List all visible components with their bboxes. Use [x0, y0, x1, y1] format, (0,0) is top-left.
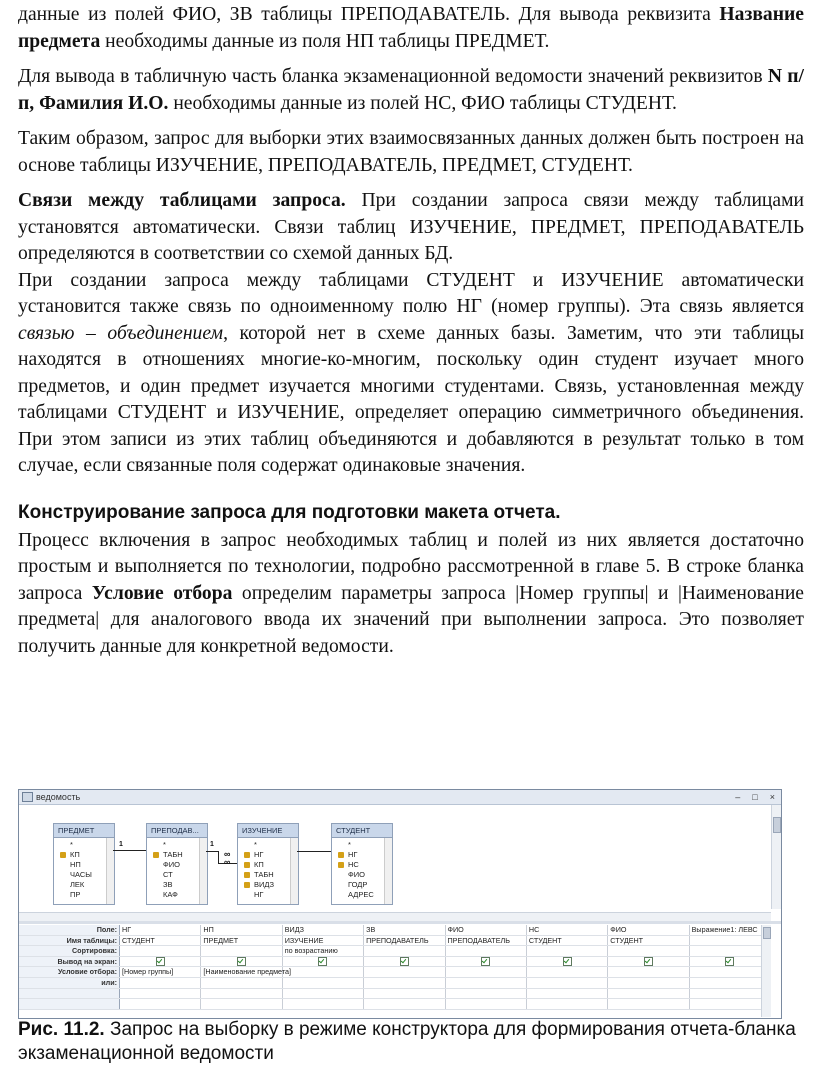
grid-cell[interactable]: НС [526, 925, 607, 935]
grid-cell[interactable]: ПРЕПОДАВАТЕЛЬ [364, 935, 445, 946]
grid-row-empty [19, 999, 771, 1010]
grid-cell[interactable]: НГ [120, 925, 201, 935]
query-icon [22, 792, 33, 802]
grid-row-criteria [19, 967, 771, 978]
row-label [19, 999, 120, 1010]
grid-cell[interactable] [608, 946, 689, 957]
grid-cell[interactable] [526, 946, 607, 957]
grid-cell[interactable]: СТУДЕНТ [608, 935, 689, 946]
show-checkbox[interactable] [644, 957, 653, 966]
field-list-student[interactable] [331, 823, 393, 905]
show-checkbox[interactable] [156, 957, 165, 966]
grid-cell[interactable] [201, 988, 282, 999]
grid-cell[interactable]: ЗВ [364, 925, 445, 935]
field-item[interactable]: * [163, 840, 166, 849]
key-icon [338, 862, 344, 868]
field-item[interactable]: * [254, 840, 257, 849]
relation-one-label: 1 [119, 841, 123, 848]
grid-cell[interactable] [689, 935, 770, 946]
grid-cell[interactable] [689, 999, 770, 1010]
grid-cell[interactable] [526, 977, 607, 988]
document-body [18, 2, 804, 660]
show-checkbox[interactable] [725, 957, 734, 966]
maximize-button[interactable]: □ [752, 792, 758, 802]
grid-cell[interactable] [282, 988, 363, 999]
grid-cell[interactable] [445, 946, 526, 957]
grid-cell[interactable] [608, 956, 689, 967]
grid-row-show [19, 956, 771, 967]
field-item[interactable]: * [348, 840, 351, 849]
grid-cell[interactable]: [Номер группы] [120, 967, 201, 978]
grid-row-field [19, 925, 771, 935]
field-list-izuchenie[interactable] [237, 823, 299, 905]
row-label: или: [19, 977, 120, 988]
row-label: Вывод на экран: [19, 956, 120, 967]
key-icon [60, 852, 66, 858]
field-list-title[interactable]: СТУДЕНТ [332, 824, 392, 838]
grid-cell[interactable] [120, 977, 201, 988]
grid-cell[interactable]: по возрастанию [282, 946, 363, 957]
show-checkbox[interactable] [400, 957, 409, 966]
field-item[interactable]: НГ [254, 890, 264, 899]
field-list-prepodavatel[interactable] [146, 823, 208, 905]
grid-cell[interactable] [608, 988, 689, 999]
grid-cell[interactable] [364, 977, 445, 988]
grid-cell[interactable] [526, 956, 607, 967]
show-checkbox[interactable] [481, 957, 490, 966]
table-diagram-pane[interactable] [19, 805, 781, 910]
paragraph-1: данные из полей ФИО, ЗВ таблицы ПРЕПОДАВАТЕЛЬ. Для вывода реквизита Название предмета необходимы данные из поля НП таблицы ПРЕДМЕТ. [18, 4, 804, 52]
grid-cell[interactable]: ФИО [608, 925, 689, 935]
grid-cell[interactable] [445, 977, 526, 988]
field-item[interactable]: НП [70, 860, 81, 869]
window-title: ведомость [36, 792, 81, 802]
paragraph-2: Для вывода в табличную часть бланка экзаменационной ведомости значений реквизитов N п/п, Фамилия И.О. необходимы данные из полей НС, ФИО таблицы СТУДЕНТ. [18, 66, 804, 114]
grid-cell[interactable] [364, 967, 445, 978]
grid-cell[interactable] [282, 977, 363, 988]
grid-cell[interactable] [201, 946, 282, 957]
key-icon [338, 852, 344, 858]
relation-line [113, 850, 146, 851]
close-button[interactable]: × [769, 792, 775, 802]
field-item[interactable]: НГ [254, 850, 298, 860]
grid-cell[interactable]: ИЗУЧЕНИЕ [282, 935, 363, 946]
window-titlebar [19, 790, 781, 805]
grid-cell[interactable] [201, 977, 282, 988]
field-item[interactable]: ФИО [163, 860, 180, 869]
show-checkbox[interactable] [563, 957, 572, 966]
grid-cell[interactable] [120, 999, 201, 1010]
field-item[interactable]: ЧАСЫ [70, 870, 92, 879]
minimize-button[interactable]: – [735, 792, 741, 802]
grid-cell[interactable] [689, 956, 770, 967]
grid-cell[interactable] [689, 977, 770, 988]
relation-line [297, 851, 331, 852]
grid-cell[interactable] [689, 988, 770, 999]
grid-cell[interactable]: Выражение1: ЛЕВС [689, 925, 770, 935]
relation-line [206, 851, 218, 852]
grid-cell[interactable]: СТУДЕНТ [526, 935, 607, 946]
relation-line [218, 851, 219, 863]
scroll-thumb[interactable] [773, 817, 781, 833]
grid-cell[interactable]: СТУДЕНТ [120, 935, 201, 946]
row-label [19, 988, 120, 999]
grid-cell[interactable] [689, 967, 770, 978]
grid-row-sort [19, 946, 771, 957]
field-item[interactable]: НГ [348, 850, 392, 860]
grid-cell[interactable]: ПРЕДМЕТ [201, 935, 282, 946]
key-icon [244, 852, 250, 858]
row-label: Сортировка: [19, 946, 120, 957]
field-item[interactable]: КАФ [163, 890, 178, 899]
paragraph-5: При создании запроса между таблицами СТУДЕНТ и ИЗУЧЕНИЕ автоматически установится также связь по одноименному полю НГ (номер группы). Эта связь является связью – объединением, которой нет в схеме данных базы. Заметим, что эти таблицы находятся в отношениях многие-ко-многим, поскольку один студент изучает много предметов, и один предмет изучается многими студентами. Связь, установленная между таблицами СТУДЕНТ и ИЗУЧЕНИЕ, определяет операцию симметричного объединения. При этом записи из этих таблиц объединяются и добавляются в результат только в том случае, если связанные поля содержат одинаковые значения. [18, 269, 804, 476]
grid-cell[interactable] [120, 946, 201, 957]
field-item[interactable]: ЗВ [163, 880, 173, 889]
field-item[interactable]: * [70, 840, 73, 849]
grid-cell[interactable]: [Наименование предмета] [201, 967, 282, 978]
grid-cell[interactable] [282, 999, 363, 1010]
grid-scrollbar[interactable] [761, 925, 771, 1017]
row-label: Имя таблицы: [19, 935, 120, 946]
pane-splitter[interactable] [19, 921, 781, 924]
grid-cell[interactable] [364, 946, 445, 957]
grid-cell[interactable] [608, 999, 689, 1010]
scroll-thumb[interactable] [763, 927, 771, 939]
field-item[interactable]: ВИДЗ [254, 880, 298, 890]
grid-cell[interactable] [689, 946, 770, 957]
field-item[interactable]: КП [70, 850, 114, 860]
show-checkbox[interactable] [318, 957, 327, 966]
field-list-title[interactable]: ПРЕПОДАВ... [147, 824, 207, 838]
grid-cell[interactable]: ВИДЗ [282, 925, 363, 935]
key-icon [153, 852, 159, 858]
row-label: Поле: [19, 925, 120, 935]
section-heading: Конструирование запроса для подготовки макета отчета. [18, 501, 561, 523]
grid-cell[interactable] [282, 967, 363, 978]
key-icon [244, 862, 250, 868]
grid-cell[interactable] [445, 967, 526, 978]
grid-row-or [19, 977, 771, 988]
grid-row-table [19, 935, 771, 946]
grid-cell[interactable] [120, 956, 201, 967]
grid-cell[interactable] [282, 956, 363, 967]
query-grid [19, 925, 771, 1017]
field-item[interactable]: СТ [163, 870, 173, 879]
grid-cell[interactable] [445, 999, 526, 1010]
key-icon [244, 882, 250, 888]
relation-many-label: ∞ [224, 857, 231, 867]
field-list-title[interactable]: ПРЕДМЕТ [54, 824, 114, 838]
field-list-title[interactable]: ИЗУЧЕНИЕ [238, 824, 298, 838]
grid-cell[interactable]: НП [201, 925, 282, 935]
grid-cell[interactable] [201, 999, 282, 1010]
grid-cell[interactable] [608, 977, 689, 988]
field-item[interactable]: ПР [70, 890, 81, 899]
key-icon [244, 872, 250, 878]
grid-row-empty [19, 988, 771, 999]
field-item[interactable]: ФИО [348, 870, 365, 879]
grid-cell[interactable] [526, 988, 607, 999]
grid-cell[interactable] [445, 956, 526, 967]
query-designer-window [18, 789, 782, 1019]
field-item[interactable]: ТАБН [163, 850, 207, 860]
grid-cell[interactable] [445, 988, 526, 999]
grid-cell[interactable] [364, 988, 445, 999]
field-list-predmet[interactable] [53, 823, 115, 905]
relation-one-label: 1 [210, 841, 214, 848]
grid-cell[interactable]: ФИО [445, 925, 526, 935]
field-item[interactable]: АДРЕС [348, 890, 374, 899]
diagram-scrollbar[interactable] [771, 805, 781, 909]
grid-cell[interactable] [526, 999, 607, 1010]
relation-many-label: ∞ [224, 849, 231, 859]
grid-cell[interactable] [364, 956, 445, 967]
grid-cell[interactable] [608, 967, 689, 978]
grid-cell[interactable] [364, 999, 445, 1010]
row-label: Условие отбора: [19, 967, 120, 978]
field-item[interactable]: КП [254, 860, 298, 870]
field-item[interactable]: ЛЕК [70, 880, 85, 889]
grid-cell[interactable] [201, 956, 282, 967]
paragraph-4: Связи между таблицами запроса. При создании запроса связи между таблицами установятся автоматически. Связи таблиц ИЗУЧЕНИЕ, ПРЕДМЕТ, ПРЕПОДАВАТЕЛЬ определяются в соответствии со схемой данных БД. [18, 190, 804, 264]
field-item[interactable]: ГОДР [348, 880, 368, 889]
grid-cell[interactable]: ПРЕПОДАВАТЕЛЬ [445, 935, 526, 946]
paragraph-3: Таким образом, запрос для выборки этих взаимосвязанных данных должен быть построен на основе таблицы ИЗУЧЕНИЕ, ПРЕПОДАВАТЕЛЬ, ПРЕДМЕТ, СТУДЕНТ. [18, 128, 804, 176]
field-item[interactable]: ТАБН [254, 870, 298, 880]
paragraph-6: Процесс включения в запрос необходимых таблиц и полей из них является достаточно простым и выполняется по технологии, подробно рассмотренной в главе 5. В строке бланка запроса Условие отбора определим параметры запроса |Номер группы| и |Наименование предмета| для аналогового ввода их значений при выполнении запроса. Это позволяет получить данные для конкретной ведомости. [18, 529, 804, 657]
field-item[interactable]: НС [348, 860, 392, 870]
show-checkbox[interactable] [237, 957, 246, 966]
figure-caption: Рис. 11.2. Запрос на выборку в режиме конструктора для формирования отчета-бланка экзаменационной ведомости [18, 1019, 796, 1064]
grid-cell[interactable] [526, 967, 607, 978]
grid-cell[interactable] [120, 988, 201, 999]
